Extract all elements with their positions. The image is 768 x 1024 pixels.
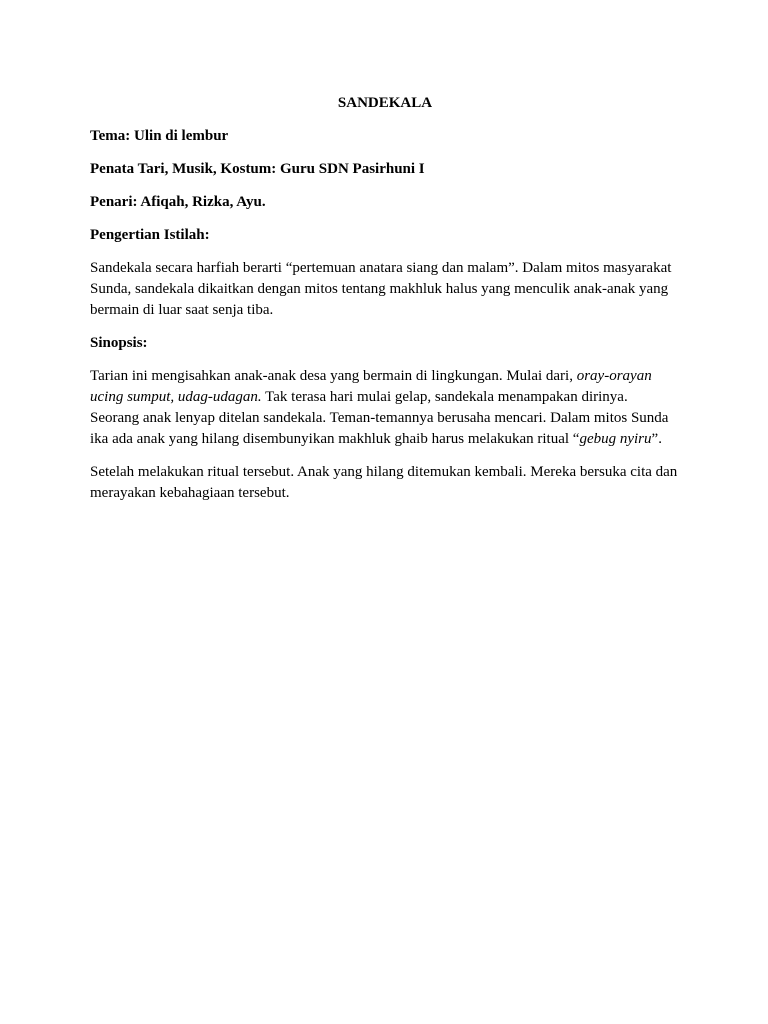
sinopsis-paragraph-1 <box>90 366 680 450</box>
tema-line: Tema: Ulin di lembur <box>90 128 229 144</box>
penari-line: Penari: Afiqah, Rizka, Ayu. <box>90 194 266 210</box>
sinopsis-heading: Sinopsis: <box>90 335 148 351</box>
sinopsis-text-b: Tak terasa hari mulai gelap, sandekala menampakan dirinya. Seorang anak lenyap ditelan sandekala. Teman-temannya berusaha mencari. Dalam mitos Sunda ika ada anak yang hilang disembunyikan makhluk ghaib harus melakukan ritual “ <box>90 389 669 447</box>
penata-line: Penata Tari, Musik, Kostum: Guru SDN Pasirhuni I <box>90 161 425 177</box>
pengertian-paragraph: Sandekala secara harfiah berarti “pertemuan anatara siang dan malam”. Dalam mitos masyarakat Sunda, sandekala dikaitkan dengan mitos tentang makhluk halus yang menculik anak-anak yang bermain di luar saat senja tiba. <box>90 260 672 318</box>
sinopsis-paragraph-2: Setelah melakukan ritual tersebut. Anak yang hilang ditemukan kembali. Mereka bersuka cita dan merayakan kebahagiaan tersebut. <box>90 464 678 501</box>
sinopsis-italic-ritual: gebug nyiru <box>579 431 652 447</box>
sinopsis-text-a: Tarian ini mengisahkan anak-anak desa yang bermain di lingkungan. Mulai dari, <box>90 368 577 384</box>
document-title: SANDEKALA <box>337 95 433 111</box>
document-page <box>90 93 680 516</box>
sinopsis-italic-games: oray-orayan ucing sumput, udag-udagan. <box>90 368 652 405</box>
sinopsis-text-c: ”. <box>651 431 662 447</box>
pengertian-heading: Pengertian Istilah: <box>90 227 210 243</box>
